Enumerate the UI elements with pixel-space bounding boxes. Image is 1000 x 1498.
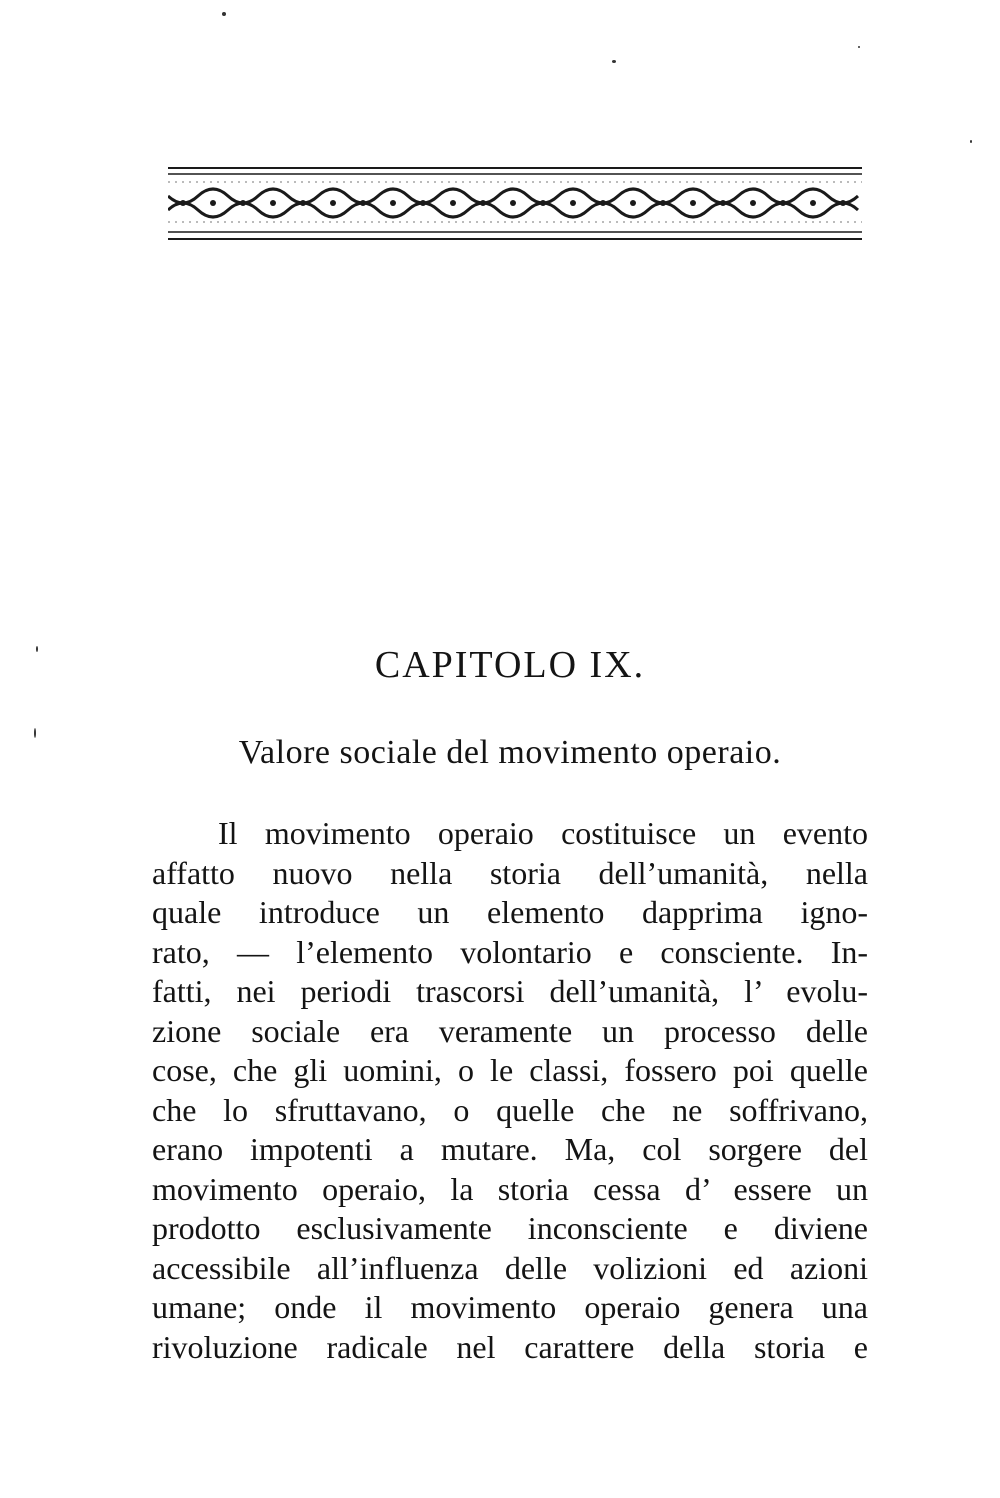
- chapter-heading: CAPITOLO IX.: [374, 644, 646, 686]
- text-line: rato, — l’elemento volontario e consciente. In-: [152, 933, 868, 970]
- body-paragraph: [152, 814, 868, 1367]
- print-speck: [222, 12, 226, 16]
- text-line: umane; onde il movimento operaio genera una: [152, 1289, 868, 1325]
- print-speck: [612, 60, 616, 63]
- text-line: movimento operaio, la storia cessa d’ essere un: [152, 1170, 868, 1207]
- text-line: cose, che gli uomini, o le classi, fossero poi quelle: [152, 1052, 868, 1088]
- text-line: affatto nuovo nella storia dell’umanità, nella: [152, 854, 868, 891]
- text-line: quale introduce un elemento dapprima igno-: [152, 894, 868, 930]
- text-line: fatti, nei periodi trascorsi dell’umanità, l’ evolu-: [152, 973, 868, 1009]
- text-line: erano impotenti a mutare. Ma, col sorgere del: [152, 1131, 868, 1167]
- text-line: accessibile all’influenza delle volizioni ed azioni: [152, 1249, 868, 1286]
- text-line: prodotto esclusivamente inconsciente e diviene: [152, 1210, 868, 1246]
- print-speck: [36, 646, 38, 652]
- text-line: Il movimento operaio costituisce un evento: [218, 815, 868, 851]
- text-line: che lo sfruttavano, o quelle che ne soffrivano,: [152, 1091, 868, 1128]
- print-speck: [858, 46, 860, 48]
- chapter-title: Valore sociale del movimento operaio.: [238, 734, 782, 771]
- print-speck: [970, 140, 972, 143]
- text-line: zione sociale era veramente un processo delle: [152, 1012, 868, 1049]
- decorative-ornament-band: [168, 166, 862, 242]
- text-line: rivoluzione radicale nel carattere della storia e: [152, 1328, 868, 1365]
- print-speck: [34, 728, 36, 738]
